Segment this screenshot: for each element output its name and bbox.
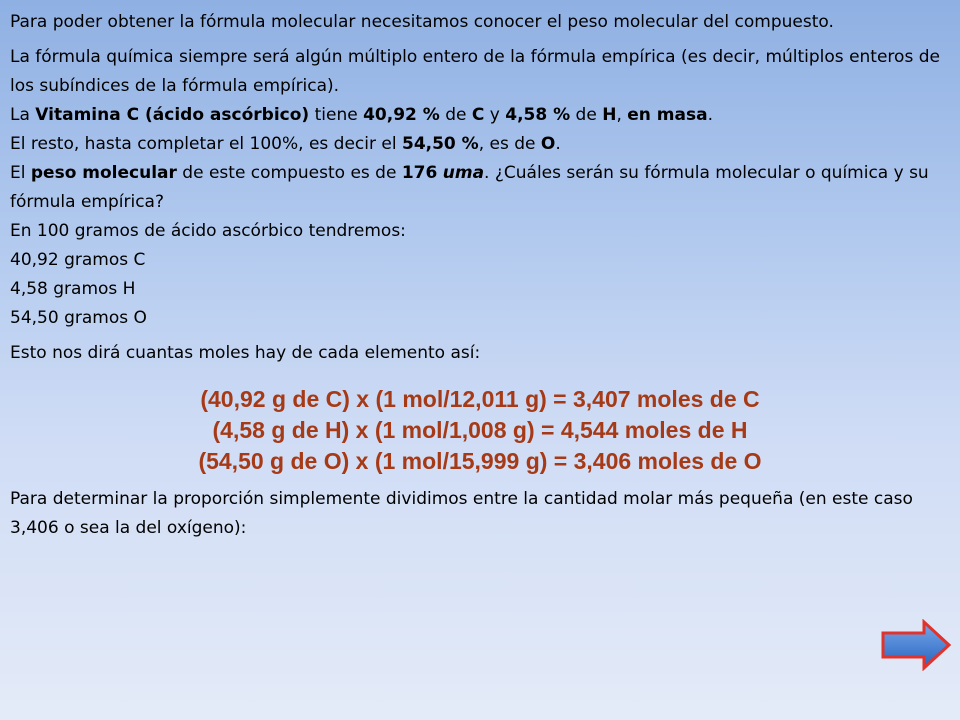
mole-calculations bbox=[10, 384, 950, 477]
right-arrow-icon bbox=[880, 619, 952, 671]
moles-intro: Esto nos dirá cuantas moles hay de cada elemento así: bbox=[10, 343, 481, 363]
hydrogen-symbol: H bbox=[602, 105, 617, 125]
oxygen-percent: 54,50 % bbox=[401, 134, 479, 154]
next-slide-button[interactable] bbox=[880, 619, 952, 671]
equation-hydrogen: (4,58 g de H) x (1 mol/1,008 g) = 4,544 moles de H bbox=[212, 417, 748, 443]
molecular-weight-question bbox=[10, 159, 950, 217]
molecular-weight-label: peso molecular bbox=[30, 163, 177, 183]
text-segment: . bbox=[707, 105, 713, 125]
mass-qualifier: en masa bbox=[627, 105, 708, 125]
proportion-explanation: Para determinar la proporción simplemente dividimos entre la cantidad molar más pequeña (en este caso 3,406 o sea la del oxígeno): bbox=[10, 489, 913, 538]
text-segment: de bbox=[570, 105, 603, 125]
vitamin-c-composition bbox=[10, 101, 950, 130]
carbon-percent: 40,92 % bbox=[363, 105, 440, 125]
molecular-weight-unit: uma bbox=[442, 163, 485, 183]
grams-heading: En 100 gramos de ácido ascórbico tendremos: bbox=[10, 221, 406, 241]
hydrogen-percent: 4,58 % bbox=[505, 105, 571, 125]
text-segment: . ¿Cuáles serán su fórmula molecular o química y su fórmula empírica? bbox=[10, 163, 929, 212]
oxygen-symbol: O bbox=[540, 134, 556, 154]
intro-paragraph: Para poder obtener la fórmula molecular necesitamos conocer el peso molecular del compuesto. bbox=[10, 12, 834, 32]
compound-name: Vitamina C (ácido ascórbico) bbox=[35, 105, 310, 125]
equation-carbon: (40,92 g de C) x (1 mol/12,011 g) = 3,407 moles de C bbox=[200, 386, 760, 412]
slide-content bbox=[10, 8, 950, 543]
text-segment: tiene bbox=[309, 105, 364, 125]
text-segment: La bbox=[10, 105, 36, 125]
molecular-weight-value: 176 bbox=[401, 163, 438, 183]
formula-explanation: La fórmula química siempre será algún múltiplo entero de la fórmula empírica (es decir, múltiplos enteros de los subíndices de la fórmula empírica). bbox=[10, 47, 940, 96]
text-segment: y bbox=[484, 105, 506, 125]
text-segment: de este compuesto es de bbox=[176, 163, 402, 183]
text-segment: El bbox=[10, 163, 31, 183]
text-segment: , es de bbox=[478, 134, 541, 154]
text-segment: de bbox=[439, 105, 472, 125]
carbon-symbol: C bbox=[471, 105, 485, 125]
oxygen-remainder bbox=[10, 130, 950, 159]
grams-item-oxygen: 54,50 gramos O bbox=[10, 308, 147, 328]
grams-item-carbon: 40,92 gramos C bbox=[10, 250, 146, 270]
text-segment: . bbox=[555, 134, 561, 154]
equation-oxygen: (54,50 g de O) x (1 mol/15,999 g) = 3,406 moles de O bbox=[198, 448, 762, 474]
grams-item-hydrogen: 4,58 gramos H bbox=[10, 279, 136, 299]
text-segment: , bbox=[616, 105, 628, 125]
text-segment: El resto, hasta completar el 100%, es decir el bbox=[10, 134, 402, 154]
